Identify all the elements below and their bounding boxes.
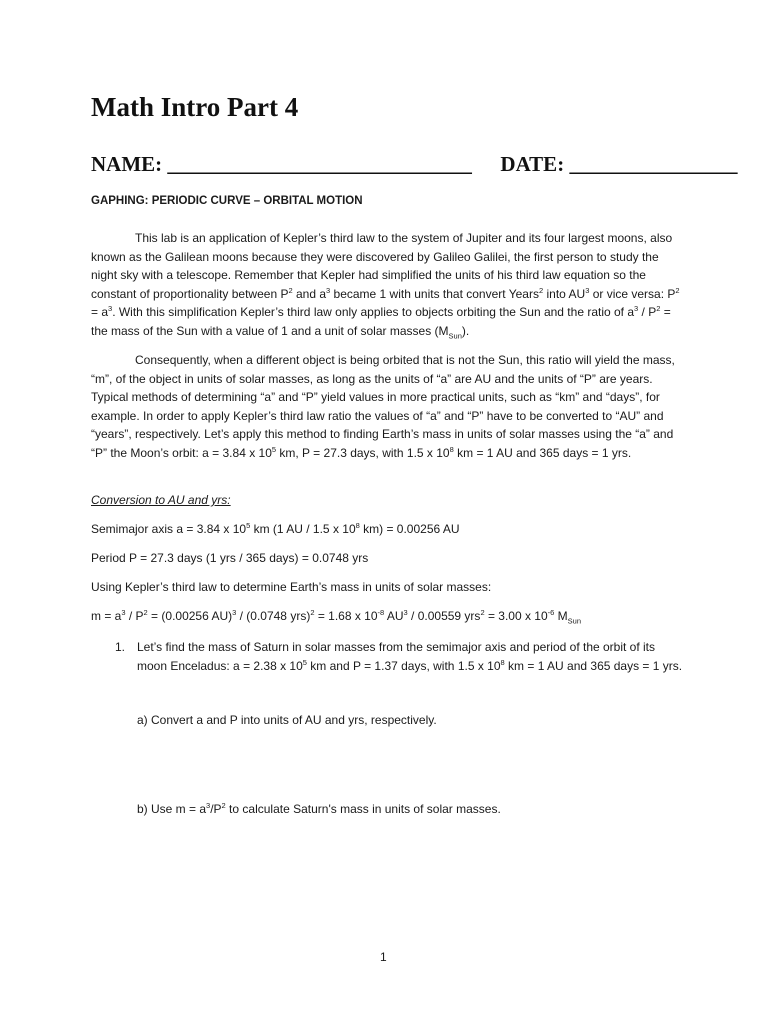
question-1 [115,638,685,676]
method-paragraph: Consequently, when a different object is being orbited that is not the Sun, this ratio will yield the mass, “m”, of the object in units of solar masses, as long as the units of “a” are AU and the units of “P” are years. Typical methods of determining “a” and “P” yield values in more practical units, such as “km” and “days”, for example. In order to apply Kepler’s third law ratio the values of “a” and “P” have to be converted to “AU” and “years”, respectively. Let’s apply this method to finding Earth’s mass in units of solar masses using the “a” and “P” the Moon’s orbit: a = 3.84 x $10^5$ km, P = 27.3 days, with 1.5 x $10^8$ km = 1 AU and 365 days = 1 yrs. [91,353,675,460]
name-blank[interactable]: _____________________________ [167,152,472,176]
date-blank[interactable]: ________________ [569,152,738,176]
date-label: DATE: [500,152,565,176]
question-text: Let’s find the mass of Saturn in solar masses from the semimajor axis and period of the orbit of its moon Enceladus: a = 2.38 x $10^5$ km and P = 1.37 days, with 1.5 x $10^8$ km = 1 AU and 365 days = 1 yrs. [137,640,683,673]
kepler-intro-line: Using Kepler’s third law to determine Earth’s mass in units of solar masses: [91,580,492,594]
semimajor-axis-line: Semimajor axis a = 3.84 x $10^5$ km (1 AU / 1.5 x $10^8$ km) = 0.00256 AU [91,521,460,536]
section-heading: GAPHING: PERIODIC CURVE – ORBITAL MOTION [91,195,363,207]
conversion-heading: Conversion to AU and yrs: [91,493,231,507]
page-number: 1 [380,950,387,964]
page-title: Math Intro Part 4 [91,92,299,122]
name-label: NAME: [91,152,163,176]
period-line: Period P = 27.3 days (1 yrs / 365 days) = 0.0748 yrs [91,551,369,565]
mass-calculation-line: $m = a^3 / P^2 = (0.00256$ AU)$^3$ / (0.0748 yrs)$^2$ = 1.68 x $10^{-8}$ $AU^3 / 0.00559$ yrs$^2$ = 3.00 x $10^{-6}$ $M_{Sun}$ [91,608,582,626]
question-part-a: a) Convert a and P into units of AU and yrs, respectively. [137,713,437,727]
intro-paragraph: This lab is an application of Kepler’s third law to the system of Jupiter and its four largest moons, also known as the Galilean moons because they were discovered by Galileo Galilei, the first person to study the night sky with a telescope. Remember that Kepler had simplified the units of his third law equation so the constant of proportionality between $P^2$ and $a^3$ became 1 with units that convert Years$^2$ into $AU^3$ or vice versa: $P^2 = a^3$. With this simplification Kepler’s third law only applies to objects orbiting the Sun and the ratio of $a^3 / P^2$ = the mass of the Sun with a value of 1 and a unit of solar masses $(M_{Sun})$. [91,231,680,341]
question-part-b: b) Use $m = a^3/P^2$ to calculate Saturn's mass in units of solar masses. [137,801,501,816]
name-date-row [91,152,737,177]
question-number: 1. [115,640,126,654]
